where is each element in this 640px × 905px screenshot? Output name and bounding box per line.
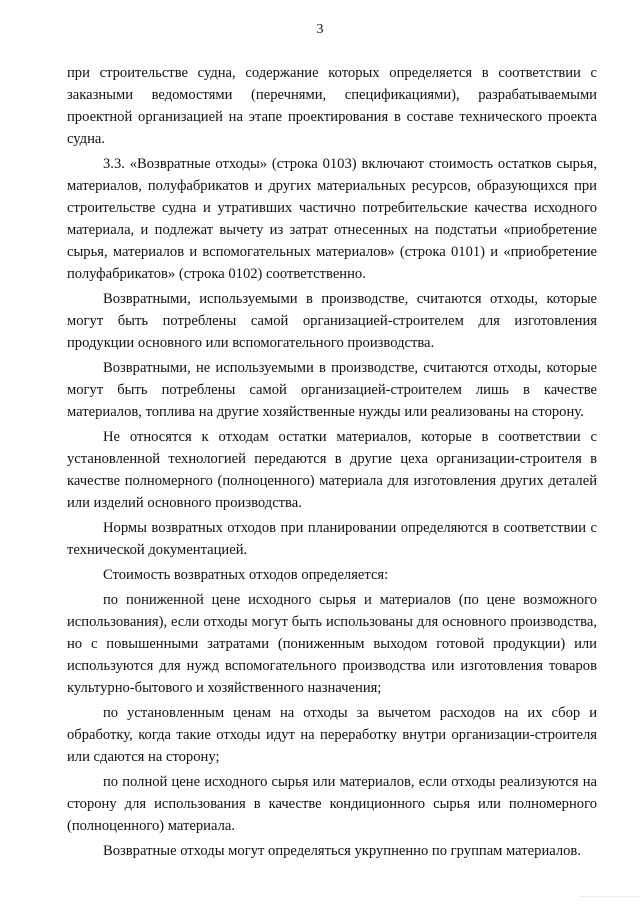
body-text [67, 62, 597, 865]
paragraph-continuation: при строительстве судна, содержание которых определяется в соответствии с заказными ведомостями (перечнями, спецификациями), разрабатываемыми проектной организацией на этапе проектирования в составе технического проекта судна. [67, 65, 597, 147]
paragraph-reduced-price: по пониженной цене исходного сырья и материалов (по цене возможного использования), если отходы могут быть использованы для основного производства, но с повышенными затратами (пониженным выходом готовой продукции) или используются для нужд вспомогательного производства или изготовления товаров культурно-бытового и хозяйственного назначения; [67, 592, 597, 696]
paragraph-unused-waste: Возвратными, не используемыми в производстве, считаются отходы, которые могут быть потреблены самой организацией-строителем лишь в качестве материалов, топлива на другие хозяйственные нужды или реализованы на сторону. [67, 360, 597, 420]
paragraph-set-price: по установленным ценам на отходы за вычетом расходов на их сбор и обработку, когда такие отходы идут на переработку внутри организации-строителя или сдаются на сторону; [67, 705, 597, 765]
scan-edge-mark [580, 896, 640, 905]
paragraph-grouping: Возвратные отходы могут определяться укрупненно по группам материалов. [103, 843, 581, 859]
paragraph-full-price: по полной цене исходного сырья или материалов, если отходы реализуются на сторону для использования в качестве кондиционного сырья или полномерного (полноценного) материала. [67, 774, 597, 834]
paragraph-used-waste: Возвратными, используемыми в производстве, считаются отходы, которые могут быть потреблены самой организацией-строителем для изготовления продукции основного или вспомогательного производства. [67, 291, 597, 351]
page-number: 3 [316, 22, 324, 37]
paragraph-not-waste: Не относятся к отходам остатки материалов, которые в соответствии с установленной технологией передаются в другие цеха организации-строителя в качестве полномерного (полноценного) материала для изготовления других деталей или изделий основного производства. [67, 429, 597, 511]
paragraph-cost-intro: Стоимость возвратных отходов определяется: [103, 567, 389, 583]
paragraph-section-3-3: 3.3. «Возвратные отходы» (строка 0103) включают стоимость остатков сырья, материалов, полуфабрикатов и других материальных ресурсов, образующихся при строительстве судна и утративших частично потребительские качества исходного материала, и подлежат вычету из затрат отнесенных на подстатьи «приобретение сырья, материалов и вспомогательных материалов» (строка 0101) и «приобретение полуфабрикатов» (строка 0102) соответственно. [67, 156, 597, 282]
paragraph-norms: Нормы возвратных отходов при планировании определяются в соответствии с технической документацией. [67, 520, 597, 558]
